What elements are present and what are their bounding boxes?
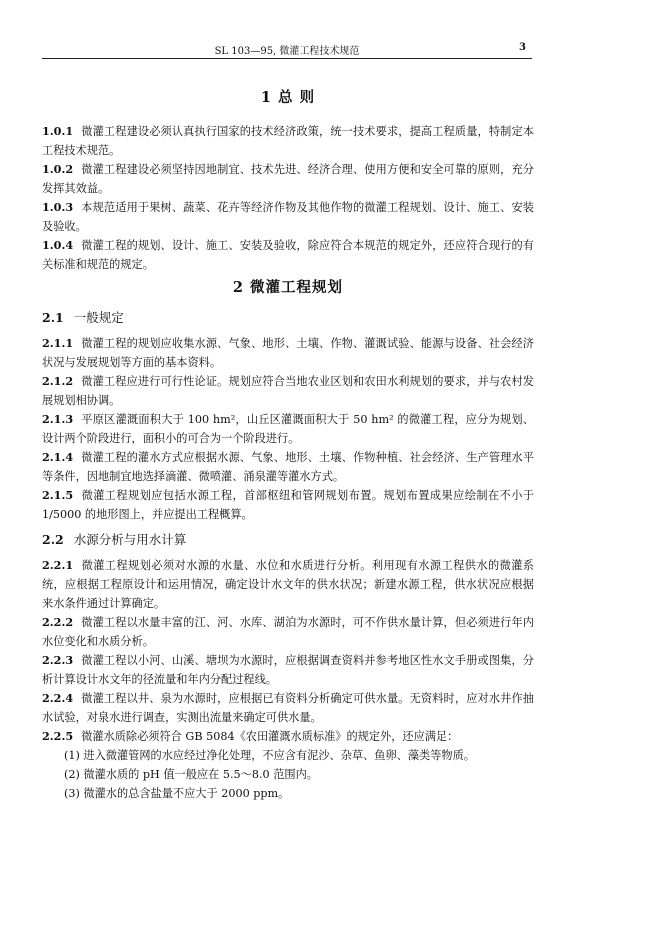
clause-text: 微灌工程的规划、设计、施工、安装及验收，除应符合本规范的规定外，还应符合现行的有关标准和规范的规定。 xyxy=(42,239,534,271)
section-heading xyxy=(42,308,534,327)
clause-number: 2.1.3 xyxy=(42,412,74,426)
clause xyxy=(42,651,534,689)
section-title: 一般规定 xyxy=(73,310,124,325)
clause-text: 微灌工程以井、泉为水源时，应根据已有资料分析确定可供水量。无资料时，应对水井作抽水试验，对泉水进行调查，实测出流量来确定可供水量。 xyxy=(42,692,534,724)
clause xyxy=(42,727,534,746)
clause xyxy=(42,236,534,274)
clause xyxy=(42,334,534,372)
clause-text: 微灌水质除必须符合 GB 5084《农田灌溉水质标准》的规定外，还应满足： xyxy=(81,730,459,743)
clause-number: 2.1.2 xyxy=(42,374,74,388)
clause-text: 微灌工程以水量丰富的江、河、水库、湖泊为水源时，可不作供水量计算，但必须进行年内水位变化和水质分析。 xyxy=(42,616,534,648)
clause-text: 本规范适用于果树、蔬菜、花卉等经济作物及其他作物的微灌工程规划、设计、施工、安装及验收。 xyxy=(42,201,534,233)
clause-number: 2.1.1 xyxy=(42,336,74,350)
chapter-2-title: 2 微灌工程规划 xyxy=(232,279,344,296)
clause xyxy=(42,198,534,236)
clause xyxy=(42,160,534,198)
clause xyxy=(42,689,534,727)
clause-number: 2.1.4 xyxy=(42,450,74,464)
clause xyxy=(42,556,534,613)
clause-number: 1.0.4 xyxy=(42,238,74,252)
chapter-1-title: 1 总 则 xyxy=(260,89,316,106)
clause-number: 1.0.3 xyxy=(42,200,74,214)
clause xyxy=(42,486,534,524)
clause-number: 2.2.5 xyxy=(42,729,74,743)
clause xyxy=(42,448,534,486)
list-item: (1) 进入微灌管网的水应经过净化处理，不应含有泥沙、杂草、鱼卵、藻类等物质。 xyxy=(64,749,475,762)
clause-text: 微灌工程的规划应收集水源、气象、地形、土壤、作物、灌溉试验、能源与设备、社会经济状况与发展规划等方面的基本资料。 xyxy=(42,337,534,369)
section-heading xyxy=(42,530,534,549)
list-item: (3) 微灌水的总含盐量不应大于 2000 ppm。 xyxy=(64,787,290,800)
clause-number: 2.2.2 xyxy=(42,615,74,629)
clause-number: 1.0.1 xyxy=(42,124,74,138)
clause-text: 微灌工程建设必须坚持因地制宜、技术先进、经济合理、使用方便和安全可靠的原则，充分发挥其效益。 xyxy=(42,163,534,195)
page-number: 3 xyxy=(519,42,526,53)
clause xyxy=(42,372,534,410)
clause-text: 微灌工程的灌水方式应根据水源、气象、地形、土壤、作物种植、社会经济、生产管理水平等条件，因地制宜地选择滴灌、微喷灌、涌泉灌等灌水方式。 xyxy=(42,451,534,483)
clause-number: 2.1.5 xyxy=(42,488,74,502)
clause-text: 微灌工程以小河、山溪、塘坝为水源时，应根据调查资料并参考地区性水文手册或图集，分析计算设计水文年的径流量和年内分配过程线。 xyxy=(42,654,534,686)
clause-text: 微灌工程规划必须对水源的水量、水位和水质进行分析。利用现有水源工程供水的微灌系统，应根据工程原设计和运用情况，确定设计水文年的供水状况；新建水源工程，供水状况应根据来水条件通过计算确定。 xyxy=(42,559,534,610)
header-title: SL 103—95, 微灌工程技术规范 xyxy=(214,46,360,57)
clause-number: 1.0.2 xyxy=(42,162,74,176)
clause-text: 微灌工程应进行可行性论证。规划应符合当地农业区划和农田水利规划的要求，并与农村发展规划相协调。 xyxy=(42,375,534,407)
section-number: 2.2 xyxy=(42,532,64,547)
clause-number: 2.2.1 xyxy=(42,558,74,572)
clause-text: 微灌工程规划应包括水源工程，首部枢纽和管网规划布置。规划布置成果应绘制在不小于 1/5000 的地形图上，并应提出工程概算。 xyxy=(42,489,534,521)
clause-number: 2.2.3 xyxy=(42,653,74,667)
clause xyxy=(42,410,534,448)
clause-text: 平原区灌溉面积大于 100 hm²，山丘区灌溉面积大于 50 hm² 的微灌工程，应分为规划、设计两个阶段进行，面积小的可合为一个阶段进行。 xyxy=(42,413,534,445)
running-header xyxy=(42,40,532,59)
section-number: 2.1 xyxy=(42,310,64,325)
clause xyxy=(42,613,534,651)
clause-number: 2.2.4 xyxy=(42,691,74,705)
list-item: (2) 微灌水质的 pH 值一般应在 5.5～8.0 范围内。 xyxy=(64,768,318,781)
clause xyxy=(42,122,534,160)
page-body xyxy=(42,88,534,803)
section-title: 水源分析与用水计算 xyxy=(73,532,187,547)
clause-text: 微灌工程建设必须认真执行国家的技术经济政策，统一技术要求，提高工程质量，特制定本工程技术规范。 xyxy=(42,125,534,157)
